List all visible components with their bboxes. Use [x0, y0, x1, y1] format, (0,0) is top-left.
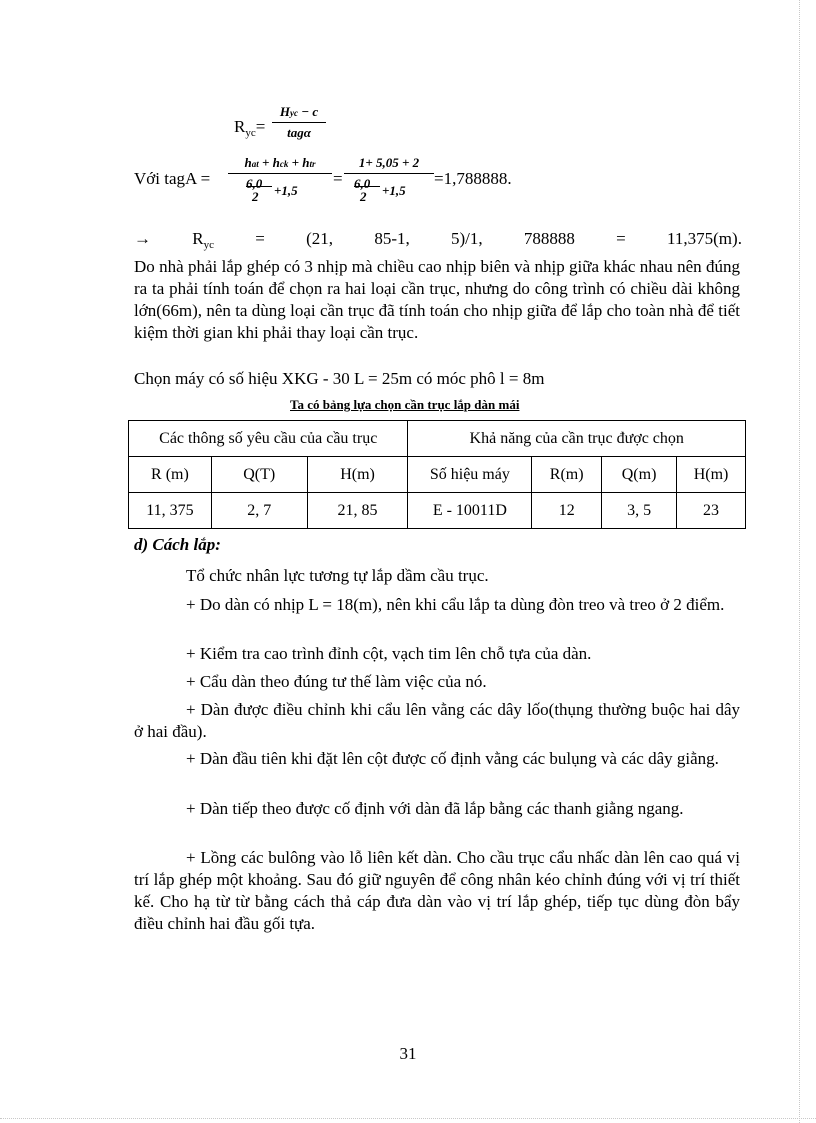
table-cell: E - 10011D: [408, 493, 532, 529]
page-margin-line-horizontal: [0, 1118, 816, 1119]
list-item: + Kiểm tra cao trình đỉnh cột, vạch tim lên chỗ tựa của dàn.: [186, 644, 592, 663]
taga-equals: =: [333, 169, 343, 188]
table-header-cell: Số hiệu máy: [408, 457, 532, 493]
table-caption: Ta có bảng lựa chọn cần trục lắp dàn mái: [290, 397, 520, 412]
table-cell: 11, 375: [129, 493, 212, 529]
table-group-header-row: [129, 421, 746, 457]
section-heading: d) Cách lắp:: [134, 535, 221, 554]
list-item: + Lồng các bulông vào lỗ liên kết dàn. Cho cầu trục cẩu nhấc dàn lên cao quá vị trí lắp ghép một khoảng. Sau đó giữ nguyên để công nhân kéo chỉnh đúng với vị trí thiết kế. Cho hạ từ từ bằng cách thả cáp đưa dàn vào vị trí lắp ghép, tiếp tục dùng đòn bẩy điều chỉnh hai đầu gối tựa.: [134, 848, 740, 933]
crane-selection-table: [128, 420, 746, 529]
table-cell: 21, 85: [307, 493, 408, 529]
list-item: Tổ chức nhân lực tương tự lắp dầm cầu trục.: [186, 566, 489, 585]
ryc-fraction: Hyc − c tagα: [272, 104, 326, 141]
table-header-cell: R (m): [129, 457, 212, 493]
list-item: + Dàn được điều chỉnh khi cẩu lên vằng các dây lốo(thụng thường buộc hai dây ở hai đầu).: [134, 700, 740, 741]
table-cell: 3, 5: [602, 493, 677, 529]
list-item: + Do dàn có nhịp L = 18(m), nên khi cẩu lắp ta dùng đòn treo và treo ở 2 điểm.: [186, 595, 725, 614]
page-margin-line-vertical: [799, 0, 800, 1123]
ryc-formula-label: $R_{yc}=$: [234, 117, 266, 139]
taga-label: Với tagA =: [134, 169, 211, 188]
taga-fraction-symbolic: hat + hck + htr 6,0 2 +1,5: [228, 155, 332, 212]
table-header-cell: H(m): [677, 457, 746, 493]
table-cell: 2, 7: [211, 493, 307, 529]
paragraph-crane-choice: Do nhà phải lắp ghép có 3 nhịp mà chiều cao nhịp biên và nhịp giữa khác nhau nên đúng ra ta phải tính toán để chọn ra hai loại cần trục, nhưng do công trình có chiều dài không lớn(66m), nên ta dùng loại cần trục đã tính toán cho nhịp giữa để lắp cho toàn nhà để tiết kiệm thời gian khi phải thay loại cần trục.: [134, 257, 740, 342]
taga-result: =1,788888.: [434, 169, 512, 188]
table-header-cell: Q(T): [211, 457, 307, 493]
table-group-required: Các thông số yêu cầu của cầu trục: [129, 421, 408, 457]
list-item: + Dàn đầu tiên khi đặt lên cột được cố định vằng các bulụng và các dây giằng.: [186, 749, 719, 768]
table-row: [129, 493, 746, 529]
table-header-cell: Q(m): [602, 457, 677, 493]
table-cell: 23: [677, 493, 746, 529]
table-header-row: [129, 457, 746, 493]
table-header-cell: H(m): [307, 457, 408, 493]
taga-fraction-numeric: 1+ 5,05 + 2 6,0 2 +1,5: [344, 155, 434, 212]
page-number: 31: [399, 1044, 417, 1063]
table-cell: 12: [532, 493, 602, 529]
table-header-cell: R(m): [532, 457, 602, 493]
table-group-capability: Khả năng của cần trục được chọn: [408, 421, 746, 457]
list-item: + Dàn tiếp theo được cố định với dàn đã lắp bằng các thanh giằng ngang.: [186, 799, 684, 818]
paragraph-machine-choice: Chọn máy có số hiệu XKG - 30 L = 25m có móc phô l = 8m: [134, 369, 545, 388]
ryc-calculation: → $R_{yc}$ = (21, 85-1, 5)/1, 788888 = 11,375(m).: [134, 229, 742, 251]
list-item: + Cẩu dàn theo đúng tư thế làm việc của nó.: [186, 672, 487, 691]
